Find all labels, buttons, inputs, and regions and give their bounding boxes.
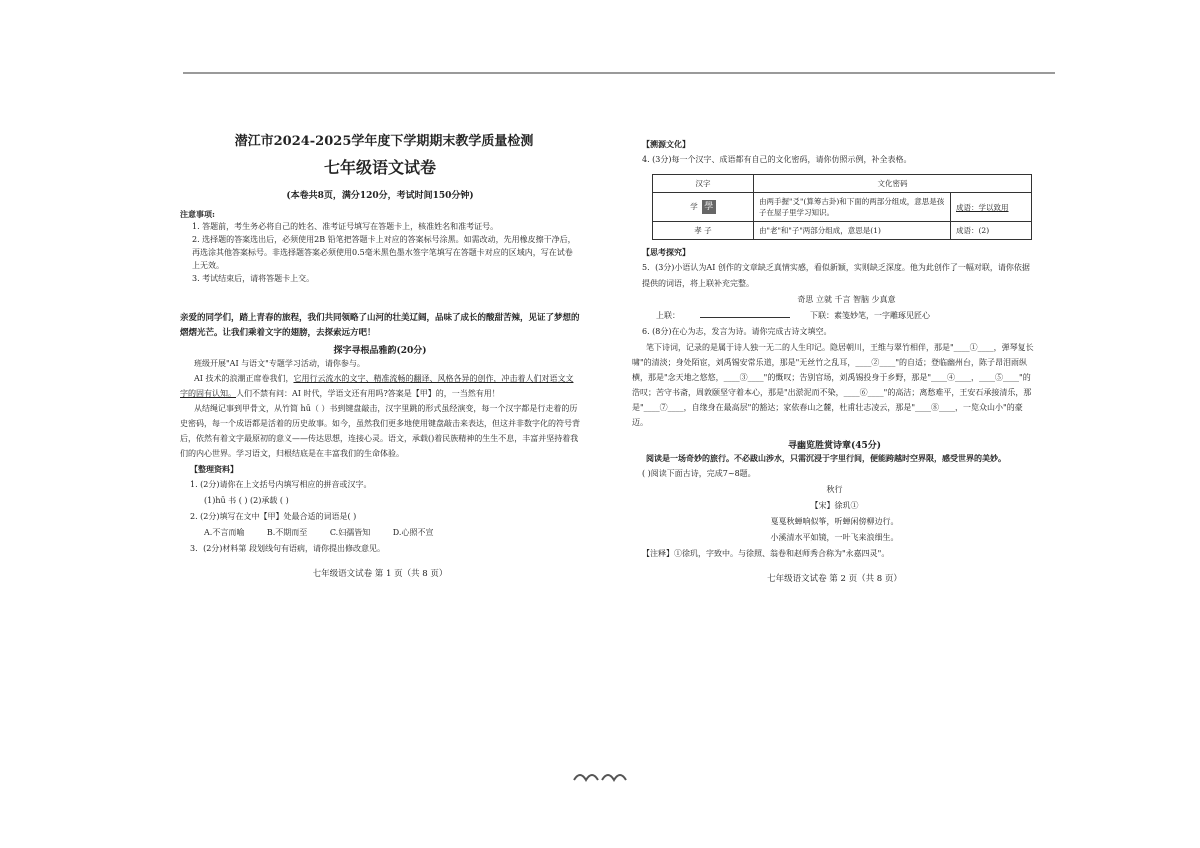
- table-header: 汉字: [653, 175, 754, 193]
- question-2: 2. (2分)填写在文中【甲】处最合适的词语是( ): [190, 512, 357, 521]
- question-4: 4. (3分)每一个汉字、成语都有自己的文化密码，请你仿照示例，补全表格。: [642, 155, 912, 164]
- question-5: 5．(3分)小语认为AI 创作的文章缺乏真情实感，看似新颖，实则缺乏深度。他为此创作了一幅对联，请你依据提供的词语，将上联补充完整。: [642, 263, 1030, 288]
- left-page: [180, 130, 580, 579]
- section-title: 探字寻根品雅韵(20分): [333, 346, 427, 356]
- option-b: B.不期而至: [266, 528, 308, 537]
- option-a: A.不言而喻: [204, 528, 245, 537]
- culture-table: [652, 174, 1032, 240]
- exam-subtitle: 七年级语文试卷: [323, 158, 436, 177]
- section-header: 【溯源文化】: [642, 139, 690, 149]
- ancient-glyph-image: 學: [702, 200, 716, 214]
- fill-in-passage: 笔下诗词，记录的是属于诗人独一无二的人生印记。隐居朝川，王维与翠竹相伴，那是"____①____，弹琴复长啸"的清淡；身处陌宦，刘禹锡安常乐道，那是"无丝竹之乱耳，____②____"的自适；登临幽州台，陈子昂泪雨纵横，那是"念天地之悠悠，____③____"的慨叹；告别官场，刘禹锡投身于乡野，那是"____④____，____⑤____"的浩叹；苦守书斋，周敦颐坚守着本心，那是"出淤泥而不染，____⑥____"的高洁；离愁难平，王安石承接清乐，那是"____⑦____，自缘身在最高层"的豁达；家依春山之麓，杜甫壮志凌云，那是"____⑧____，一览众山小"的豪迈。: [632, 343, 1034, 427]
- note-item: 3. 考试结束后，请将答题卡上交。: [192, 274, 315, 283]
- page-footer: 七年级语文试卷 第 1 页（共 8 页）: [312, 569, 448, 579]
- poem-author: 【宋】徐玑①: [810, 501, 859, 510]
- intro-paragraph: 亲爱的同学们，踏上青春的旅程，我们共同领略了山河的壮美辽阔，品味了成长的酸甜苦辣，见证了梦想的熠熠光芒。让我们乘着文字的翅膀，去探索远方吧！: [180, 313, 580, 338]
- table-cell: 由"老"和"子"两部分组成，意思是(1): [754, 222, 951, 240]
- poem-line: 小溪清水平如镜，一叶飞来浪细生。: [770, 533, 899, 542]
- question-7: ( )阅读下面古诗，完成7~8题。: [642, 469, 756, 478]
- note-item: 1. 答题前，考生务必将自己的姓名、准考证号填写在答题卡上，核准姓名和准考证号。: [192, 222, 499, 231]
- table-cell: [653, 193, 754, 222]
- page-footer: 七年级语文试卷 第 2 页（共 8 页）: [767, 574, 902, 584]
- text-span: AI 技术的浪潮正席卷我们，: [194, 374, 294, 383]
- section-header: 【思考探究】: [642, 247, 690, 257]
- right-page: [632, 136, 1037, 584]
- couplet: [632, 308, 1037, 324]
- poem-line: 戛戛秋蝉响似筝，听蝉闲傍柳边行。: [770, 517, 899, 526]
- table-header: 文化密码: [754, 175, 1032, 193]
- option-c: C.妇孺皆知: [329, 528, 371, 537]
- subsection-title: 【整理资料】: [190, 464, 238, 474]
- table-row: [653, 222, 1032, 240]
- paragraph: 班级开展"AI 与语文"专题学习活动，请你参与。: [194, 359, 365, 368]
- note-item: 2. 选择题的答案选出后，必须使用2B 铅笔把答题卡上对应的答案标号涂黑。如需改动，先用橡皮擦干净后，再选涂其他答案标号。非选择题答案必须使用0.5毫米黑色墨水签字笔填写在答题卡对应的区域内，写在试卷上无效。: [192, 235, 576, 270]
- section-title: 寻幽览胜赏诗章(45分): [787, 441, 882, 451]
- question-3: 3．(2分)材料第 段划线句有语病，请你提出修改意见。: [190, 544, 385, 553]
- top-rule: [183, 72, 1055, 74]
- paragraph: 从结绳记事到甲骨文，从竹简 hū（ ）书到键盘敲击，汉字里跳的形式虽经演变，每一个汉字都是行走着的历史密码，每一个成语都是活着的历史故事。如今，虽然我们更多地使用键盘敲击来表达，但这并非数字化的符号背后，依然有着文字最原初的意义——传达思想，连接心灵。语文，承载()着民族精神的生生不息，丰富并坚持着我们的内心世界。学习语文，归根结底是在丰富我们的生命体验。: [180, 404, 580, 458]
- table-cell: 成语：学以致用: [951, 193, 1032, 222]
- question-6: 6. (8分)在心为志，发言为诗。请你完成古诗文填空。: [642, 327, 832, 336]
- poem-title: 秋行: [826, 485, 843, 494]
- poem-note: 【注释】①徐玑，字致中。与徐照、翁卷和赵师秀合称为"永嘉四灵"。: [642, 549, 890, 558]
- exam-title: 潜江市2024-2025学年度下学期期末教学质量检测: [234, 134, 534, 149]
- paragraph: [180, 371, 580, 401]
- option-d: D.心照不宣: [392, 528, 434, 537]
- word-bank: 奇思 立就 千言 智脑 少真意: [797, 295, 896, 304]
- question-2-options: [180, 525, 580, 541]
- couplet-upper: 上联：: [656, 311, 680, 320]
- question-1-items: (1)hū 书 ( ) (2)承载 ( ): [204, 496, 289, 505]
- section-intro: 阅读是一场奇妙的旅行。不必跋山涉水，只需沉浸于字里行间，便能跨越时空界限，感受世界的美妙。: [646, 453, 1006, 463]
- table-cell: 成语：(2): [951, 222, 1032, 240]
- underlined-sentence: 它用行云流水的文字、精准流畅的翻译、风格各异的创作，冲击着人们对语文文字的固有认知。: [180, 374, 574, 398]
- exam-info: (本卷共8页，满分120分，考试时间150分钟): [286, 191, 474, 201]
- notes-title: 注意事项:: [180, 209, 215, 219]
- table-cell: 孝 子: [653, 222, 754, 240]
- answer-blank: [700, 317, 790, 318]
- text-span: 人们不禁有问：AI 时代，学语文还有用吗?答案是【甲】的，一当然有用！: [236, 389, 500, 398]
- table-cell: 由两手握"爻"(算筹古卦)和下面的两部分组成，意思是孩子在屋子里学习知识。: [754, 193, 951, 222]
- decoration-icon: [572, 770, 630, 782]
- table-row: [653, 193, 1032, 222]
- question-1: 1. (2分)请你在上文括号内填写相应的拼音或汉字。: [190, 480, 372, 489]
- char-label: 学: [690, 202, 698, 211]
- couplet-lower: 下联：素笺妙笔，一字雕琢见匠心: [810, 311, 930, 320]
